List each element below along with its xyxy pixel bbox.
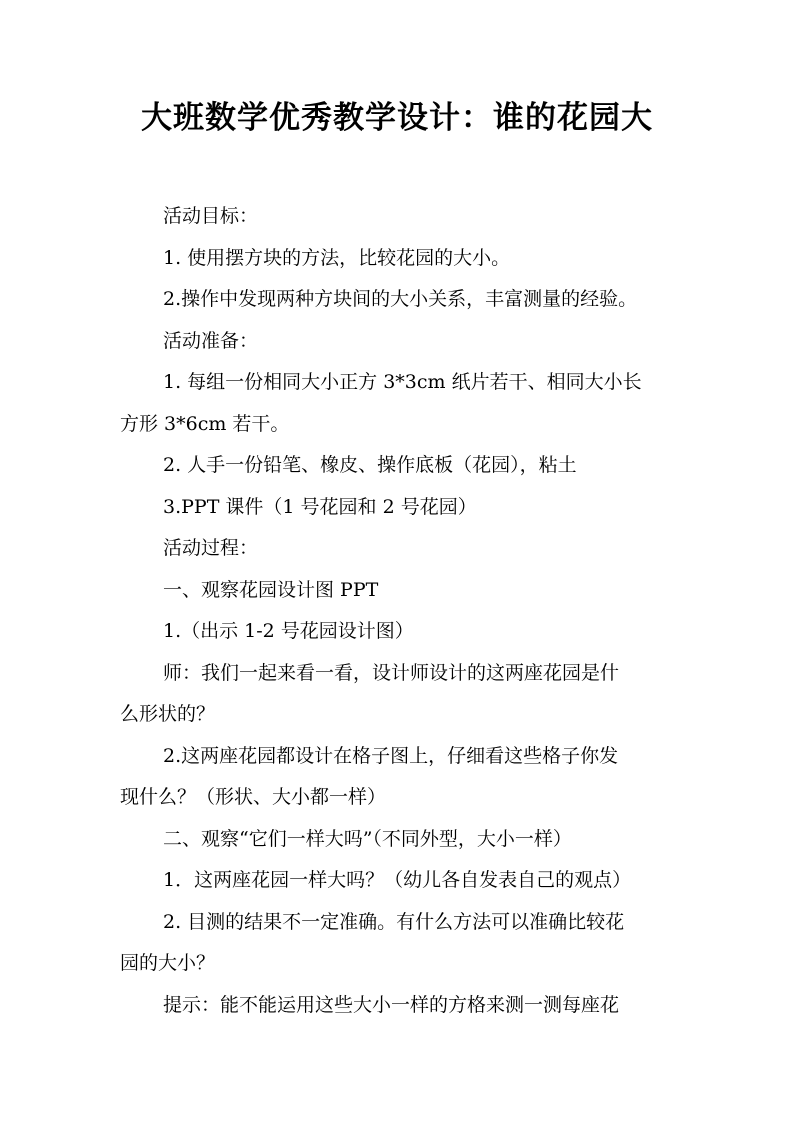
paragraph [120, 196, 680, 238]
paragraph-line: 1. 每组一份相同大小正方 3*3cm 纸片若干、相同大小长 [163, 371, 642, 393]
paragraph-line: 一、观察花园设计图 PPT [163, 578, 379, 601]
paragraph-line: 么形状的？ [120, 703, 216, 725]
paragraph [120, 362, 680, 445]
paragraph [120, 653, 680, 736]
paragraph-line: 3.PPT 课件（1 号花园和 2 号花园） [163, 495, 477, 518]
document-title: 大班数学优秀教学设计：谁的花园大 [141, 100, 653, 136]
paragraph-line: 师：我们一起来看一看，设计师设计的这两座花园是什 [163, 661, 620, 684]
paragraph [120, 570, 680, 612]
paragraph-line: 2. 人手一份铅笔、橡皮、操作底板（花园），粘土 [163, 454, 577, 476]
paragraph-line: 1.（出示 1-2 号花园设计图） [163, 620, 414, 642]
paragraph-line: 园的大小？ [120, 952, 216, 974]
paragraph [120, 736, 680, 819]
paragraph-line: 提示：能不能运用这些大小一样的方格来测一测每座花 [163, 993, 620, 1016]
paragraph [120, 487, 680, 529]
paragraph-line: 1．这两座花园一样大吗？（幼儿各自发表自己的观点） [163, 869, 632, 891]
paragraph [120, 238, 680, 280]
paragraph [120, 321, 680, 363]
paragraph-line: 活动过程： [163, 537, 259, 559]
paragraph-line: 方形 3*6cm 若干。 [120, 412, 290, 435]
paragraph [120, 985, 680, 1027]
paragraph-line: 现什么？（形状、大小都一样） [120, 786, 387, 808]
paragraph [120, 902, 680, 985]
paragraph-line: 活动准备： [163, 329, 259, 352]
paragraph-line: 1. 使用摆方块的方法，比较花园的大小。 [163, 246, 511, 269]
paragraph-line: 2.这两座花园都设计在格子图上，仔细看这些格子你发 [163, 744, 619, 767]
paragraph-line: 二、观察“它们一样大吗”（不同外型，大小一样） [163, 827, 572, 850]
paragraph-line: 活动目标： [163, 205, 259, 227]
document-body [120, 196, 680, 1026]
paragraph [120, 445, 680, 487]
paragraph-line: 2. 目测的结果不一定准确。有什么方法可以准确比较花 [163, 910, 625, 933]
paragraph [120, 819, 680, 861]
paragraph [120, 279, 680, 321]
paragraph-line: 2.操作中发现两种方块间的大小关系，丰富测量的经验。 [163, 288, 638, 310]
paragraph [120, 528, 680, 570]
paragraph [120, 860, 680, 902]
paragraph [120, 611, 680, 653]
